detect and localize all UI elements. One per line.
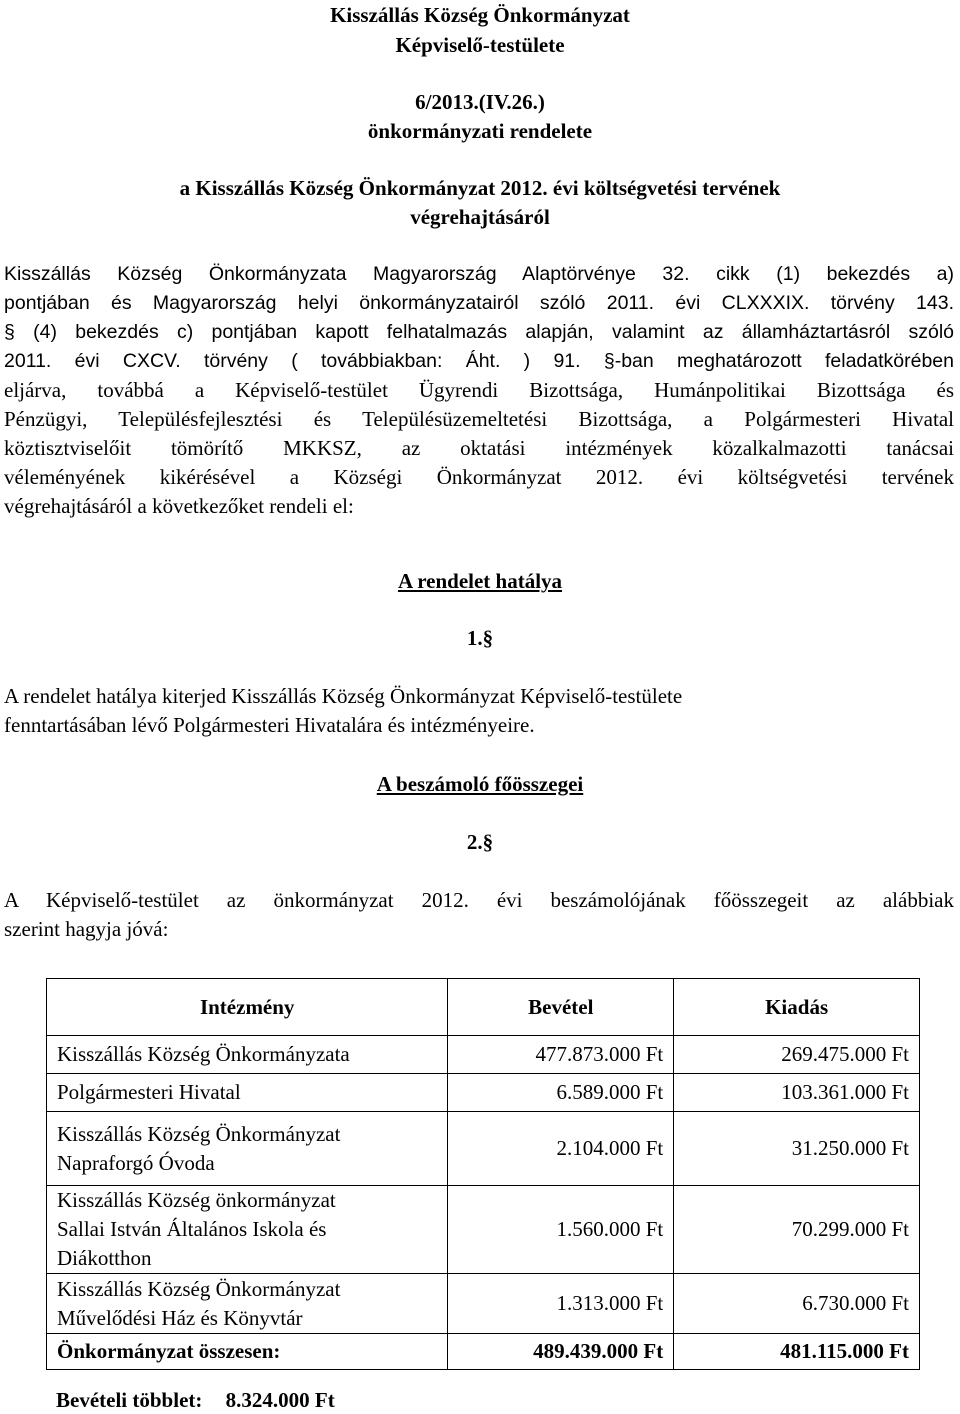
institution-name-line: Sallai István Általános Iskola és (57, 1217, 327, 1241)
table-row (47, 1112, 920, 1186)
table-row (47, 1274, 920, 1334)
section-2-heading: A beszámoló főösszegei (376, 772, 584, 796)
decree-title-line-2: végrehajtásáról (410, 205, 550, 229)
section-1-text: fenntartásában lévő Polgármesteri Hivatalára és intézményeire. (4, 713, 535, 737)
decree-title-line-1: a Kisszállás Község Önkormányzat 2012. évi költségvetési tervének (179, 176, 781, 200)
institution-name: Polgármesteri Hivatal (47, 1074, 448, 1112)
decree-number: 6/2013.(IV.26.) (415, 90, 545, 114)
institution-name (47, 1186, 448, 1274)
institution-name-line: Kisszállás Község Önkormányzat (57, 1276, 341, 1301)
decree-kind: önkormányzati rendelete (367, 119, 593, 143)
institution-name (47, 1112, 448, 1186)
section-1-heading: A rendelet hatálya (397, 569, 563, 593)
expense-value: 103.361.000 Ft (674, 1074, 920, 1112)
expense-value: 31.250.000 Ft (674, 1112, 920, 1186)
institution-name-line: Művelődési Ház és Könyvtár (57, 1305, 303, 1330)
income-value: 6.589.000 Ft (448, 1074, 674, 1112)
preamble-line: köztisztviselőit tömörítő MKKSZ, az oktatási intézmények közalkalmazotti tanácsai (4, 436, 954, 460)
institution-name: Kisszállás Község Önkormányzata (47, 1036, 448, 1074)
institution-name-line: Napraforgó Óvoda (57, 1150, 215, 1175)
total-income: 489.439.000 Ft (448, 1334, 674, 1370)
institution-name-line: Kisszállás Község önkormányzat (57, 1188, 336, 1212)
section-1-number: 1.§ (466, 626, 494, 650)
column-header-expense: Kiadás (674, 979, 920, 1036)
budget-table (46, 978, 920, 1370)
document-body: Képviselő-testülete (395, 33, 565, 57)
section-2-text: szerint hagyja jóvá: (4, 917, 169, 941)
section-2-number: 2.§ (466, 830, 494, 854)
income-value: 2.104.000 Ft (448, 1112, 674, 1186)
preamble-line: végrehajtásáról a következőket rendeli el: (4, 494, 354, 518)
table-row (47, 1036, 920, 1074)
preamble-line: Pénzügyi, Településfejlesztési és Településüzemeltetési Bizottsága, a Polgármesteri Hivatal (4, 407, 954, 431)
table-row (47, 1074, 920, 1112)
preamble-line: véleményének kikérésével a Községi Önkormányzat 2012. évi költségvetési tervének (4, 465, 954, 489)
preamble-line: § (4) bekezdés c) pontjában kapott felhatalmazás alapján, valamint az államháztartásról szóló (4, 321, 954, 343)
income-value: 1.313.000 Ft (448, 1274, 674, 1334)
column-header-institution: Intézmény (47, 979, 448, 1036)
expense-value: 269.475.000 Ft (674, 1036, 920, 1074)
section-1-text: A rendelet hatálya kiterjed Kisszállás Község Önkormányzat Képviselő-testülete (4, 684, 683, 708)
income-value: 1.560.000 Ft (448, 1186, 674, 1274)
table-row (47, 1186, 920, 1274)
section-2-text: A Képviselő-testület az önkormányzat 2012. évi beszámolójának főösszegeit az alábbiak (4, 888, 954, 912)
expense-value: 6.730.000 Ft (674, 1274, 920, 1334)
table-header-row (47, 979, 920, 1036)
surplus-value: 8.324.000 Ft (225, 1388, 335, 1412)
preamble-line: Kisszállás Község Önkormányzata Magyarország Alaptörvénye 32. cikk (1) bekezdés a) (4, 263, 954, 285)
surplus-label: Bevételi többlet: (56, 1388, 203, 1412)
institution-name-line: Diákotthon (57, 1246, 152, 1270)
preamble-line: 2011. évi CXCV. törvény ( továbbiakban: Áht. ) 91. §-ban meghatározott feladatkörében (4, 350, 954, 372)
expense-value: 70.299.000 Ft (674, 1186, 920, 1274)
column-header-income: Bevétel (448, 979, 674, 1036)
table-total-row (47, 1334, 920, 1370)
income-value: 477.873.000 Ft (448, 1036, 674, 1074)
preamble-line: eljárva, továbbá a Képviselő-testület Ügyrendi Bizottsága, Humánpolitikai Bizottsága és (4, 378, 954, 402)
preamble-line: pontjában és Magyarország helyi önkormányzatairól szóló 2011. évi CLXXXIX. törvény 143. (4, 292, 954, 314)
institution-name-line: Kisszállás Község Önkormányzat (57, 1121, 341, 1146)
total-expense: 481.115.000 Ft (674, 1334, 920, 1370)
institution-name (47, 1274, 448, 1334)
document-org: Kisszállás Község Önkormányzat (330, 3, 630, 27)
total-label: Önkormányzat összesen: (47, 1334, 448, 1370)
